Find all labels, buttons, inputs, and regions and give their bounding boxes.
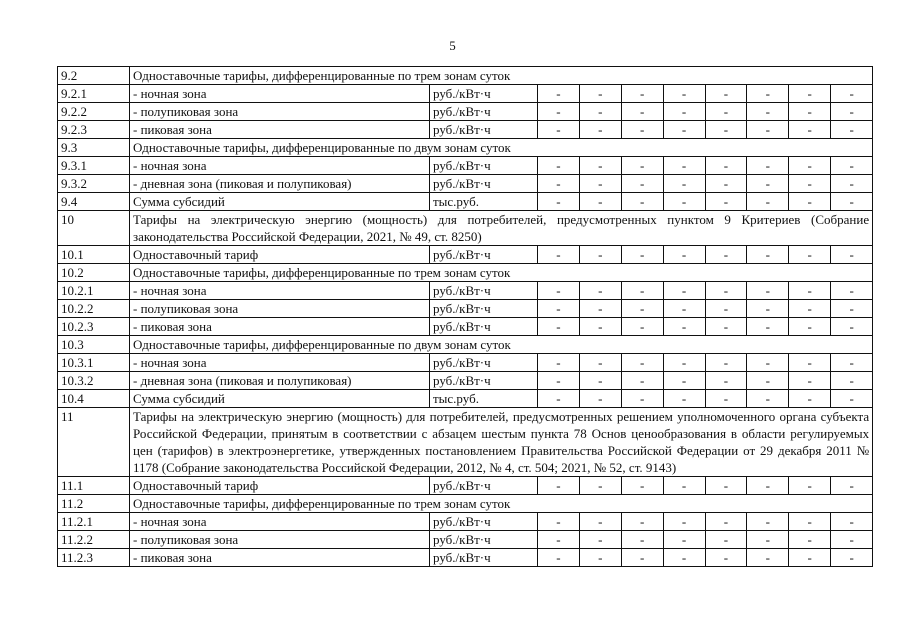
value-cell: - bbox=[538, 318, 580, 336]
value-cell: - bbox=[579, 282, 621, 300]
value-cell: - bbox=[747, 477, 789, 495]
value-cell: - bbox=[747, 246, 789, 264]
row-name: - пиковая зона bbox=[130, 121, 430, 139]
value-cell: - bbox=[747, 513, 789, 531]
table-row bbox=[58, 300, 873, 318]
row-unit: руб./кВт·ч bbox=[430, 300, 538, 318]
row-number: 10.3.2 bbox=[58, 372, 130, 390]
section-title: Одноставочные тарифы, дифференцированные по трем зонам суток bbox=[130, 264, 873, 282]
value-cell: - bbox=[579, 390, 621, 408]
value-cell: - bbox=[789, 175, 831, 193]
section-row bbox=[58, 408, 873, 477]
value-cell: - bbox=[621, 121, 663, 139]
section-row bbox=[58, 139, 873, 157]
value-cell: - bbox=[621, 175, 663, 193]
table-row bbox=[58, 175, 873, 193]
table-row bbox=[58, 549, 873, 567]
value-cell: - bbox=[579, 246, 621, 264]
row-number: 9.3.1 bbox=[58, 157, 130, 175]
value-cell: - bbox=[579, 318, 621, 336]
row-number: 11.2 bbox=[58, 495, 130, 513]
section-title: Одноставочные тарифы, дифференцированные по трем зонам суток bbox=[130, 67, 873, 85]
value-cell: - bbox=[579, 513, 621, 531]
value-cell: - bbox=[538, 103, 580, 121]
value-cell: - bbox=[579, 477, 621, 495]
value-cell: - bbox=[663, 246, 705, 264]
row-unit: руб./кВт·ч bbox=[430, 175, 538, 193]
value-cell: - bbox=[747, 531, 789, 549]
value-cell: - bbox=[747, 390, 789, 408]
value-cell: - bbox=[663, 513, 705, 531]
row-name: - пиковая зона bbox=[130, 318, 430, 336]
value-cell: - bbox=[663, 300, 705, 318]
row-name: - полупиковая зона bbox=[130, 103, 430, 121]
value-cell: - bbox=[579, 549, 621, 567]
value-cell: - bbox=[538, 157, 580, 175]
row-name: - полупиковая зона bbox=[130, 531, 430, 549]
row-number: 10.3 bbox=[58, 336, 130, 354]
value-cell: - bbox=[705, 513, 747, 531]
row-name: - ночная зона bbox=[130, 282, 430, 300]
row-number: 11.2.2 bbox=[58, 531, 130, 549]
value-cell: - bbox=[705, 390, 747, 408]
row-name: - дневная зона (пиковая и полупиковая) bbox=[130, 175, 430, 193]
row-name: - ночная зона bbox=[130, 85, 430, 103]
value-cell: - bbox=[705, 157, 747, 175]
value-cell: - bbox=[831, 531, 873, 549]
row-unit: тыс.руб. bbox=[430, 193, 538, 211]
tariff-table bbox=[57, 66, 873, 567]
value-cell: - bbox=[705, 354, 747, 372]
value-cell: - bbox=[579, 175, 621, 193]
row-number: 9.2.2 bbox=[58, 103, 130, 121]
row-unit: руб./кВт·ч bbox=[430, 121, 538, 139]
row-number: 9.3.2 bbox=[58, 175, 130, 193]
value-cell: - bbox=[789, 549, 831, 567]
value-cell: - bbox=[705, 121, 747, 139]
row-number: 9.2 bbox=[58, 67, 130, 85]
value-cell: - bbox=[747, 175, 789, 193]
row-number: 11.2.1 bbox=[58, 513, 130, 531]
row-number: 10.1 bbox=[58, 246, 130, 264]
row-name: Одноставочный тариф bbox=[130, 246, 430, 264]
value-cell: - bbox=[621, 354, 663, 372]
value-cell: - bbox=[663, 85, 705, 103]
section-title: Одноставочные тарифы, дифференцированные по трем зонам суток bbox=[130, 495, 873, 513]
row-unit: руб./кВт·ч bbox=[430, 246, 538, 264]
value-cell: - bbox=[789, 193, 831, 211]
value-cell: - bbox=[705, 282, 747, 300]
tariff-table-body bbox=[58, 67, 873, 567]
row-number: 10.2.1 bbox=[58, 282, 130, 300]
value-cell: - bbox=[579, 157, 621, 175]
value-cell: - bbox=[831, 300, 873, 318]
row-number: 10 bbox=[58, 211, 130, 246]
value-cell: - bbox=[789, 157, 831, 175]
value-cell: - bbox=[789, 477, 831, 495]
value-cell: - bbox=[831, 282, 873, 300]
row-name: Одноставочный тариф bbox=[130, 477, 430, 495]
value-cell: - bbox=[538, 121, 580, 139]
value-cell: - bbox=[621, 300, 663, 318]
value-cell: - bbox=[831, 549, 873, 567]
value-cell: - bbox=[831, 246, 873, 264]
value-cell: - bbox=[747, 354, 789, 372]
value-cell: - bbox=[538, 549, 580, 567]
value-cell: - bbox=[789, 103, 831, 121]
table-row bbox=[58, 157, 873, 175]
value-cell: - bbox=[621, 477, 663, 495]
value-cell: - bbox=[663, 372, 705, 390]
value-cell: - bbox=[831, 372, 873, 390]
value-cell: - bbox=[579, 372, 621, 390]
table-row bbox=[58, 318, 873, 336]
value-cell: - bbox=[663, 477, 705, 495]
value-cell: - bbox=[579, 103, 621, 121]
value-cell: - bbox=[747, 103, 789, 121]
section-title: Одноставочные тарифы, дифференцированные по двум зонам суток bbox=[130, 139, 873, 157]
value-cell: - bbox=[538, 300, 580, 318]
row-number: 10.2 bbox=[58, 264, 130, 282]
value-cell: - bbox=[705, 85, 747, 103]
value-cell: - bbox=[621, 103, 663, 121]
value-cell: - bbox=[663, 175, 705, 193]
table-row bbox=[58, 85, 873, 103]
row-unit: руб./кВт·ч bbox=[430, 513, 538, 531]
value-cell: - bbox=[789, 121, 831, 139]
value-cell: - bbox=[621, 246, 663, 264]
row-unit: руб./кВт·ч bbox=[430, 157, 538, 175]
value-cell: - bbox=[747, 318, 789, 336]
value-cell: - bbox=[579, 300, 621, 318]
value-cell: - bbox=[831, 193, 873, 211]
row-name: - ночная зона bbox=[130, 354, 430, 372]
value-cell: - bbox=[663, 318, 705, 336]
value-cell: - bbox=[579, 354, 621, 372]
value-cell: - bbox=[663, 121, 705, 139]
value-cell: - bbox=[621, 372, 663, 390]
row-name: Сумма субсидий bbox=[130, 390, 430, 408]
row-number: 10.2.3 bbox=[58, 318, 130, 336]
value-cell: - bbox=[538, 513, 580, 531]
row-number: 10.2.2 bbox=[58, 300, 130, 318]
table-row bbox=[58, 372, 873, 390]
value-cell: - bbox=[663, 193, 705, 211]
value-cell: - bbox=[538, 282, 580, 300]
section-title: Одноставочные тарифы, дифференцированные по двум зонам суток bbox=[130, 336, 873, 354]
section-title: Тарифы на электрическую энергию (мощность) для потребителей, предусмотренных пунктом 9 Критериев (Собрание законодательства Российской Федерации, 2021, № 49, ст. 8250) bbox=[130, 211, 873, 246]
row-unit: руб./кВт·ч bbox=[430, 103, 538, 121]
value-cell: - bbox=[621, 318, 663, 336]
value-cell: - bbox=[705, 246, 747, 264]
value-cell: - bbox=[663, 549, 705, 567]
row-unit: руб./кВт·ч bbox=[430, 318, 538, 336]
row-name: - дневная зона (пиковая и полупиковая) bbox=[130, 372, 430, 390]
value-cell: - bbox=[663, 354, 705, 372]
section-row bbox=[58, 211, 873, 246]
value-cell: - bbox=[789, 390, 831, 408]
value-cell: - bbox=[831, 513, 873, 531]
value-cell: - bbox=[747, 121, 789, 139]
value-cell: - bbox=[621, 193, 663, 211]
table-row bbox=[58, 103, 873, 121]
value-cell: - bbox=[621, 85, 663, 103]
value-cell: - bbox=[747, 157, 789, 175]
value-cell: - bbox=[538, 246, 580, 264]
row-number: 11.2.3 bbox=[58, 549, 130, 567]
value-cell: - bbox=[831, 477, 873, 495]
table-row bbox=[58, 513, 873, 531]
value-cell: - bbox=[621, 513, 663, 531]
value-cell: - bbox=[621, 282, 663, 300]
value-cell: - bbox=[538, 175, 580, 193]
value-cell: - bbox=[789, 513, 831, 531]
value-cell: - bbox=[705, 318, 747, 336]
table-row bbox=[58, 193, 873, 211]
section-row bbox=[58, 336, 873, 354]
page-number: 5 bbox=[449, 38, 456, 53]
table-row bbox=[58, 246, 873, 264]
value-cell: - bbox=[831, 175, 873, 193]
value-cell: - bbox=[705, 372, 747, 390]
row-number: 10.3.1 bbox=[58, 354, 130, 372]
section-title: Тарифы на электрическую энергию (мощность) для потребителей, предусмотренных решением уполномоченного органа субъекта Российской Федерации, принятым в соответствии с абзацем шестым пункта 78 Основ ценообразования в области регулируемых цен (тарифов) в электроэнергетике, утвержденных постановлением Правительства Российской Федерации от 29 декабря 2011 № 1178 (Собрание законодательства Российской Федерации, 2012, № 4, ст. 504; 2021, № 52, ст. 9143) bbox=[130, 408, 873, 477]
table-row bbox=[58, 477, 873, 495]
table-row bbox=[58, 390, 873, 408]
row-unit: руб./кВт·ч bbox=[430, 372, 538, 390]
value-cell: - bbox=[789, 282, 831, 300]
row-number: 11 bbox=[58, 408, 130, 477]
value-cell: - bbox=[538, 372, 580, 390]
value-cell: - bbox=[747, 193, 789, 211]
table-row bbox=[58, 282, 873, 300]
value-cell: - bbox=[789, 246, 831, 264]
value-cell: - bbox=[663, 282, 705, 300]
row-unit: руб./кВт·ч bbox=[430, 531, 538, 549]
value-cell: - bbox=[831, 157, 873, 175]
row-name: - ночная зона bbox=[130, 157, 430, 175]
table-row bbox=[58, 531, 873, 549]
value-cell: - bbox=[538, 354, 580, 372]
value-cell: - bbox=[663, 390, 705, 408]
value-cell: - bbox=[705, 193, 747, 211]
value-cell: - bbox=[621, 390, 663, 408]
value-cell: - bbox=[747, 282, 789, 300]
row-number: 9.3 bbox=[58, 139, 130, 157]
value-cell: - bbox=[747, 85, 789, 103]
row-number: 11.1 bbox=[58, 477, 130, 495]
value-cell: - bbox=[789, 354, 831, 372]
row-number: 10.4 bbox=[58, 390, 130, 408]
row-unit: руб./кВт·ч bbox=[430, 549, 538, 567]
value-cell: - bbox=[747, 549, 789, 567]
value-cell: - bbox=[789, 372, 831, 390]
table-row bbox=[58, 121, 873, 139]
value-cell: - bbox=[789, 300, 831, 318]
row-unit: руб./кВт·ч bbox=[430, 354, 538, 372]
row-unit: руб./кВт·ч bbox=[430, 85, 538, 103]
value-cell: - bbox=[705, 531, 747, 549]
value-cell: - bbox=[579, 193, 621, 211]
value-cell: - bbox=[705, 175, 747, 193]
value-cell: - bbox=[831, 121, 873, 139]
value-cell: - bbox=[831, 390, 873, 408]
row-number: 9.4 bbox=[58, 193, 130, 211]
row-number: 9.2.1 bbox=[58, 85, 130, 103]
section-row bbox=[58, 264, 873, 282]
value-cell: - bbox=[621, 157, 663, 175]
value-cell: - bbox=[789, 318, 831, 336]
section-row bbox=[58, 67, 873, 85]
value-cell: - bbox=[705, 103, 747, 121]
value-cell: - bbox=[538, 477, 580, 495]
value-cell: - bbox=[579, 531, 621, 549]
row-name: - полупиковая зона bbox=[130, 300, 430, 318]
value-cell: - bbox=[747, 372, 789, 390]
value-cell: - bbox=[705, 300, 747, 318]
row-name: - пиковая зона bbox=[130, 549, 430, 567]
row-unit: руб./кВт·ч bbox=[430, 477, 538, 495]
value-cell: - bbox=[705, 477, 747, 495]
row-unit: тыс.руб. bbox=[430, 390, 538, 408]
value-cell: - bbox=[663, 531, 705, 549]
value-cell: - bbox=[747, 300, 789, 318]
table-row bbox=[58, 354, 873, 372]
value-cell: - bbox=[579, 121, 621, 139]
row-number: 9.2.3 bbox=[58, 121, 130, 139]
value-cell: - bbox=[579, 85, 621, 103]
value-cell: - bbox=[831, 103, 873, 121]
row-name: - ночная зона bbox=[130, 513, 430, 531]
value-cell: - bbox=[538, 390, 580, 408]
value-cell: - bbox=[789, 85, 831, 103]
value-cell: - bbox=[621, 549, 663, 567]
value-cell: - bbox=[538, 531, 580, 549]
value-cell: - bbox=[538, 193, 580, 211]
row-name: Сумма субсидий bbox=[130, 193, 430, 211]
value-cell: - bbox=[538, 85, 580, 103]
value-cell: - bbox=[621, 531, 663, 549]
value-cell: - bbox=[663, 157, 705, 175]
value-cell: - bbox=[831, 318, 873, 336]
value-cell: - bbox=[663, 103, 705, 121]
row-unit: руб./кВт·ч bbox=[430, 282, 538, 300]
value-cell: - bbox=[831, 354, 873, 372]
value-cell: - bbox=[831, 85, 873, 103]
value-cell: - bbox=[705, 549, 747, 567]
value-cell: - bbox=[789, 531, 831, 549]
section-row bbox=[58, 495, 873, 513]
